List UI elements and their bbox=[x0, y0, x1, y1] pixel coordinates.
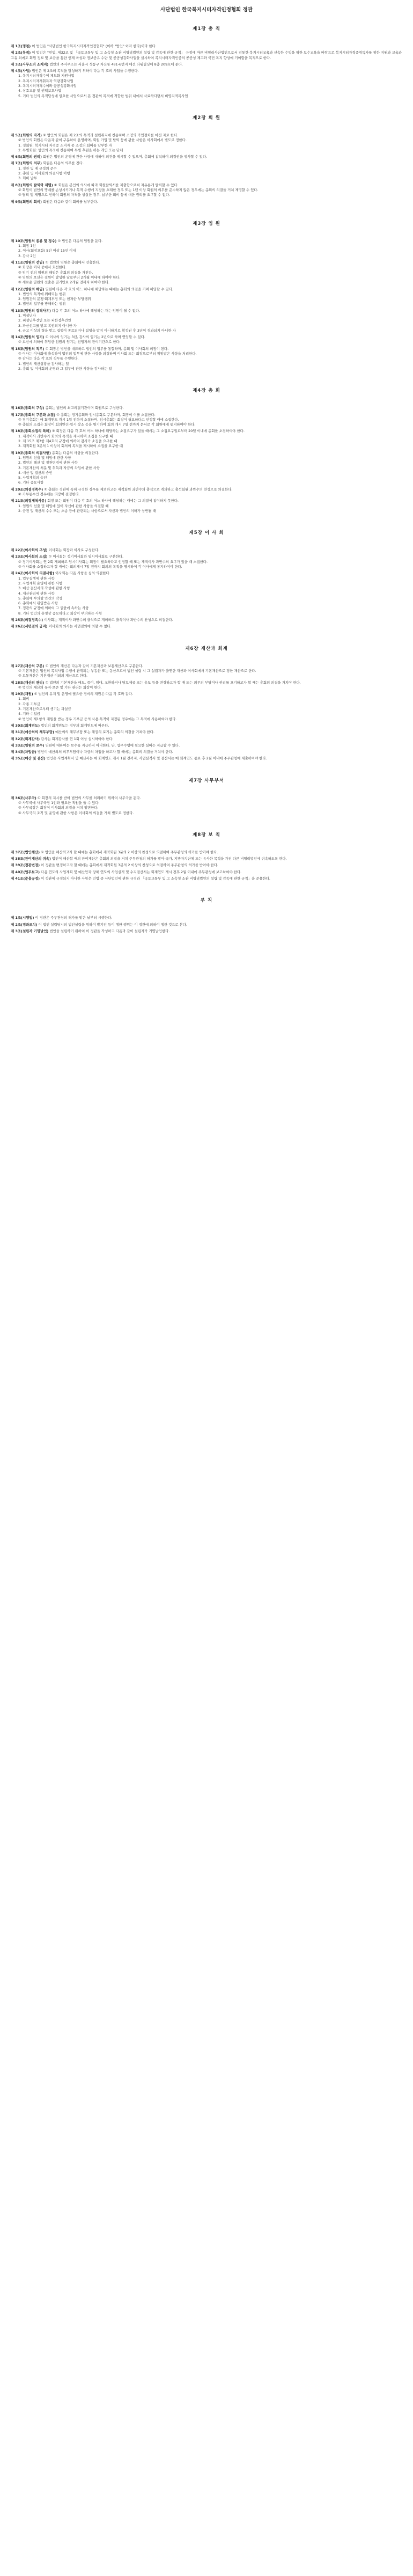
article-line: ② 법인이 제1항의 재원을 받는 경우 기부금 등의 사용 목적이 지정된 경우에는 그 목적에 사용하여야 한다. bbox=[18, 716, 177, 721]
article-heading: 제 33조(임원의 보수) bbox=[11, 743, 45, 748]
article-heading: 제 21조(의결제척사유) bbox=[11, 499, 47, 503]
article-first-line bbox=[11, 406, 402, 411]
article-line: ⑤ 새로운 임원의 선출은 임기만료 2개월 전까지 하여야 한다. bbox=[18, 280, 110, 285]
article-line: 1. 복지시터자격수여 체도화 지원사업 bbox=[18, 74, 75, 78]
article-heading: 제 36조(사무국) bbox=[11, 795, 36, 800]
article-line: 4. 기타 수입금 bbox=[18, 712, 41, 716]
article-text: 법인은 제 2조의 목적을 달성하기 위하여 다음 각 호의 사업을 수행한다. bbox=[32, 69, 139, 74]
article-heading: 제 34조(차입금) bbox=[11, 750, 36, 755]
article bbox=[11, 554, 402, 569]
article-text: 이사회는 재적이사 과반수의 출석으로 개의하고 출석이사 과반수의 찬성으로 의결한다. bbox=[44, 618, 173, 623]
article-line: ② 기본재산은 법인의 목적사업 수행에 관계되는 부동산 또는 동산으로서 법인 설립 시 그 설립자가 출연한 재산과 이사회에서 기본재산으로 정한 재산으로 한다. bbox=[18, 668, 256, 673]
article bbox=[11, 487, 402, 497]
article bbox=[11, 200, 402, 204]
article-heading: 제 25조(의결정족수) bbox=[11, 618, 43, 623]
article-heading: 제 37조(법인해산) bbox=[11, 850, 40, 854]
article-heading: 제 5조(회원의 자격) bbox=[11, 133, 42, 137]
article-first-line bbox=[11, 796, 402, 801]
article-text: 총회는 다음의 사항을 의결한다. bbox=[51, 450, 100, 455]
article-text: 법인의 주사무소는 서울시 성동구 자산동 481-6번지 에선 타워빌딩에 8층 209호에 둔다. bbox=[49, 62, 183, 67]
article-line: 5. 기타 법인의 목적달성에 필요한 사업으로서 본 정관의 목적에 적합한 범위 내에서 사료하다면서 비영리적목사업 bbox=[18, 93, 188, 98]
article-heading: 제 14조(임원의 임기) bbox=[11, 335, 45, 340]
article-heading: 제 12조(임원의 해임) bbox=[11, 287, 45, 291]
article-heading: 제 26조(서면결의 금지) bbox=[11, 624, 48, 629]
article-line: 5. 사업계획의 승인 bbox=[18, 475, 47, 480]
article-first-line bbox=[11, 183, 402, 188]
article-heading: 제 16조(총회의 구성) bbox=[11, 406, 45, 411]
article-text: ① 법인의 기본재산을 매도, 증여, 임대, 교환하거나 담보제공 또는 용도 등을 변경하고자 할 때 또는 의무의 부담이나 권리를 포기하고자 할 때는 총회의 의결을 거쳐야 한다. bbox=[45, 680, 301, 685]
article-first-line bbox=[11, 50, 402, 61]
article-text: 임원이 다음 각 호의 어느 하나에 해당하는 때에는 총회의 의결을 거쳐 해임할 수 있다. bbox=[45, 287, 173, 291]
chapter-title: 제4장 총 회 bbox=[193, 388, 220, 394]
article bbox=[11, 624, 402, 629]
article-line: 1. 임원의 선출 및 해임에 있어 자신에 관한 사항을 의결할 때 bbox=[18, 503, 109, 508]
article bbox=[11, 347, 402, 371]
article bbox=[11, 664, 402, 679]
article-text: 총회는 법인의 최고의결기관이며 회원으로 구성한다. bbox=[45, 406, 124, 411]
article-first-line bbox=[11, 260, 402, 265]
article-line: ② 회원이 법인의 명예를 손상시키거나 목적 수행에 지장을 초래한 경우 또는 1년 이상 회원의 의무를 준수하지 않은 경우에는 총회의 의결을 거쳐 제명할 수 있다. bbox=[18, 187, 259, 192]
article bbox=[11, 618, 402, 623]
article-heading: 제 30조(회계연도) bbox=[11, 723, 40, 728]
article-text: 이사회는 회장과 이사로 구성한다. bbox=[48, 548, 100, 553]
article-line: ② 보선에 의하여 취임한 임원의 임기는 전임자의 잔여기간으로 한다. bbox=[18, 340, 121, 345]
article-line: 3. 복지시터자격수여와 공공성강화사업 bbox=[18, 84, 77, 89]
article-line: 2. 특별회원: 법인의 목적에 찬동하여 특별 후원을 하는 개인 또는 단체 bbox=[18, 148, 123, 152]
article-heading: 제 18조(총회소집의 특례) bbox=[11, 429, 51, 434]
bylaws-document bbox=[0, 0, 413, 934]
article-heading: 제 2조(경과조치) bbox=[11, 922, 38, 927]
article-first-line bbox=[11, 863, 402, 868]
article-text: 다음 연도의 사업계획 및 예산안과 당해 연도의 사업실적 및 수지결산서는 회계연도 개시 전후 2월 이내에 주무관청에 보고하여야 한다. bbox=[41, 869, 242, 874]
article-first-line bbox=[11, 664, 402, 669]
article-line: 2. 총회 및 이사회의 의결사항 이행 bbox=[18, 171, 70, 176]
article-heading: 제 23조(이사회의 소집) bbox=[11, 554, 48, 559]
article-first-line bbox=[11, 730, 402, 735]
article-text: 회장 또는 회원이 다음 각 호의 어느 하나에 해당하는 때에는 그 의결에 참여하지 못한다. bbox=[47, 499, 179, 503]
article-line: 1. 회장 1인 bbox=[18, 244, 36, 248]
article-line: ③ 탈퇴 및 제명으로 인하여 회원의 자격을 상실한 경우, 납부한 회비 등에 대한 권리를 요구할 수 없다. bbox=[18, 193, 171, 197]
article-text: 이 정관에 규정되지 아니한 사항은 민법 중 사단법인에 관한 규정과 「국토교통부 및 그 소속청 소관 비영리법인의 설립 및 감독에 관한 규칙」을 준용한다. bbox=[41, 876, 270, 881]
article-heading: 제 3조(설립자 기명날인) bbox=[11, 928, 49, 933]
article bbox=[11, 756, 402, 761]
article-text: 법인을 설립하기 위하여 이 정관을 작성하고 다음과 같이 설립자가 기명날인한다. bbox=[49, 928, 170, 933]
article-text: ① 법인은 다음의 임원을 둔다. bbox=[57, 238, 103, 243]
article-text: ① 이사회는 정기이사회와 임시이사회로 구분한다. bbox=[48, 554, 123, 559]
article-line: 1. 임원의 선출 및 해임에 관한 사항 bbox=[18, 455, 71, 460]
article-first-line bbox=[11, 723, 402, 728]
article bbox=[11, 335, 402, 345]
article-line: ② 회장은 이사 중에서 호선한다. bbox=[18, 265, 67, 270]
article-heading: 제 31조(예산외의 채무부담) bbox=[11, 730, 54, 735]
article-line: 1. 정회원: 복지시터 자격증 소지자 중 소정의 회비를 납부한 자 bbox=[18, 143, 112, 148]
chapter-title: 제1장 총 칙 bbox=[193, 26, 220, 32]
article-first-line bbox=[11, 413, 402, 418]
article-first-line bbox=[11, 737, 402, 742]
article-line: ② 사무국에 사무국장 1인과 필요한 직원을 둘 수 있다. bbox=[18, 800, 100, 805]
article-first-line bbox=[11, 44, 402, 49]
article bbox=[11, 69, 402, 99]
article-first-line bbox=[11, 756, 402, 761]
article-heading: 제 15조(임원의 직무) bbox=[11, 346, 45, 351]
article-text: ① 회원은 본인의 의사에 따라 회원탈퇴서를 제출함으로써 자유롭게 탈퇴할 수 있다. bbox=[54, 182, 179, 187]
article bbox=[11, 680, 402, 691]
chapters-container bbox=[11, 26, 402, 934]
article-line: 2. 사업계획 운영에 관한 사항 bbox=[18, 581, 63, 586]
article-heading: 제 27조(재산의 구분) bbox=[11, 663, 45, 668]
chapter-title: 제3장 임 원 bbox=[193, 221, 220, 226]
article-first-line bbox=[11, 692, 402, 697]
article-heading: 제 2조(목적) bbox=[11, 50, 31, 55]
article-line: 6. 총회에서 위임받은 사항 bbox=[18, 601, 58, 606]
article-first-line bbox=[11, 870, 402, 875]
article-heading: 제 40조(업무보고) bbox=[11, 869, 40, 874]
article-text: 이 법인은 "사단법인 한국복지시터자격인정협회" (이하 "법인" 이라 한다)이라 한다. bbox=[32, 44, 157, 48]
article-first-line bbox=[11, 916, 402, 920]
article-line: ③ 이사회를 소집하고자 할 때에는 회의개시 7일 전까지 회의의 목적을 명시하여 각 이사에게 통지하여야 한다. bbox=[18, 565, 182, 569]
article bbox=[11, 44, 402, 49]
chapter-4 bbox=[11, 387, 402, 514]
article-first-line bbox=[11, 487, 402, 492]
article-line: 2. 법인의 해산 및 정관변경에 관한 사항 bbox=[18, 460, 78, 465]
article-line: 4. 예산 및 결산의 승인 bbox=[18, 470, 53, 475]
article-first-line bbox=[11, 287, 402, 292]
article-first-line bbox=[11, 743, 402, 748]
article-first-line bbox=[11, 929, 402, 934]
article-line: 2. 임원간의 분쟁·회계부정 또는 현저한 부당행위 bbox=[18, 297, 91, 302]
article-text: ① 회장은 법인을 대표하고 법인의 업무를 통할하며, 총회 및 이사회의 의장이 된다. bbox=[45, 346, 169, 351]
article-first-line bbox=[11, 133, 402, 138]
chapter-title: 제5장 이 사 회 bbox=[189, 530, 224, 536]
article-first-line bbox=[11, 429, 402, 434]
chapter-title: 제2장 회 원 bbox=[193, 115, 220, 121]
article-line: 3. 예산·결산서의 작성에 관한 사항 bbox=[18, 586, 70, 591]
article-line: 8. 기타 법인의 운영상 중요하다고 회장이 부의하는 사항 bbox=[18, 611, 102, 616]
chapter-title: 부 칙 bbox=[200, 898, 213, 904]
article-first-line bbox=[11, 548, 402, 553]
article-text: 이 법인은 "민법, 제32조 및 「국토교통부 및 그 소속청 소관 비영리법인의 설립 및 감독에 관한 규칙」 규정에 따른 비영리사단법인으로서 전통한 복지시터교육과 신속한 수익을 위한 보수교육을 바탕으로 복지시터자격증취득자를 위한 지원과 교육과 고유 외에도 회원 정보 및 보급을 통한 인재 육성과 정보공유 수단 및 공공성강화사업을 실시하여 복지시터자격인증의 공공성 제고와 국민 복지 향상에 기여함을 목적으로 한다. bbox=[11, 50, 402, 60]
article bbox=[11, 857, 402, 861]
article bbox=[11, 929, 402, 934]
article-first-line bbox=[11, 876, 402, 881]
article-heading: 제 3조(사무소의 소재지) bbox=[11, 62, 49, 67]
article-text: 예산외의 채무부담 또는 채권의 포기는 총회의 의결을 거쳐야 한다. bbox=[55, 730, 154, 735]
article-first-line bbox=[11, 200, 402, 204]
article-text: ① 회장은 다음 각 호의 어느 하나에 해당하는 소집요구가 있을 때에는 그 소집요구일로부터 20일 이내에 총회를 소집하여야 한다. bbox=[51, 429, 245, 434]
article bbox=[11, 133, 402, 153]
article-heading: 제 1조(명칭) bbox=[11, 44, 31, 48]
article-first-line bbox=[11, 155, 402, 159]
article-line: ③ 보통재산은 기본재산 이외의 재산으로 한다. bbox=[18, 674, 88, 678]
article-text: 임원에 대하여는 보수를 지급하지 아니한다. 단, 업무수행에 필요한 실비는 지급할 수 있다. bbox=[45, 743, 180, 748]
article-first-line bbox=[11, 750, 402, 755]
article-line: ② 이사는 이사회에 출석하여 법인의 업무에 관한 사항을 의결하며 이사회 또는 회장으로부터 위임받은 사항을 처리한다. bbox=[18, 352, 197, 356]
article bbox=[11, 571, 402, 616]
article-heading: 제 38조(잔여재산의 귀속) bbox=[11, 857, 51, 861]
chapter-5 bbox=[11, 530, 402, 629]
article bbox=[11, 62, 402, 67]
article-line: 1. 정관 및 제 규정의 준수 bbox=[18, 166, 57, 171]
article-line: 1. 법인의 목적에 위배되는 행위 bbox=[18, 291, 66, 296]
article-line: 4. 재산관리에 관한 사항 bbox=[18, 591, 55, 596]
article-line: 4. 상호교류 및 권익보호사업 bbox=[18, 89, 62, 93]
article bbox=[11, 287, 402, 307]
article-first-line bbox=[11, 347, 402, 352]
article-text: ① 이사의 임기는 3년, 감사의 임기는 2년으로 하며 연임할 수 있다. bbox=[45, 335, 145, 340]
article-line: ③ 사무국장은 회장이 이사회의 의결을 거쳐 임면한다. bbox=[18, 806, 99, 810]
article-line: 4. 금고 이상의 형을 받고 집행이 종료되거나 집행을 받지 아니하기로 확정된 후 3년이 경과되지 아니한 자 bbox=[18, 328, 176, 333]
chapter-7 bbox=[11, 778, 402, 816]
article-heading: 제 35조(예산 및 결산) bbox=[11, 756, 46, 761]
article-heading: 제 32조(회계감사) bbox=[11, 736, 40, 741]
article-line: 1. 재적이사 과반수가 회의의 목적을 제시하여 소집을 요구한 때 bbox=[18, 434, 113, 438]
article bbox=[11, 796, 402, 816]
article-first-line bbox=[11, 857, 402, 861]
article-heading: 제 24조(이사회의 의결사항) bbox=[11, 571, 54, 576]
chapter-title: 제8장 보 칙 bbox=[193, 832, 220, 838]
article bbox=[11, 406, 402, 411]
article-line: 3. 파산선고를 받고 복권되지 아니한 자 bbox=[18, 323, 77, 328]
article-heading: 제 13조(임원의 결격사유) bbox=[11, 308, 51, 313]
article-text: 이사회는 다음 사항을 심의·의결한다. bbox=[55, 571, 110, 576]
article-line: 3. 회비 납부 bbox=[18, 176, 37, 181]
article-first-line bbox=[11, 451, 402, 456]
chapter-2 bbox=[11, 115, 402, 204]
article-heading: 제 22조(이사회의 구성) bbox=[11, 548, 48, 553]
article-line: 5. 총회에 부의할 안건의 작성 bbox=[18, 596, 63, 601]
chapter-1 bbox=[11, 26, 402, 99]
article bbox=[11, 451, 402, 486]
article-first-line bbox=[11, 923, 402, 927]
chapter-6 bbox=[11, 646, 402, 762]
article-line: ② 정기이사회는 연 2회 개최하고 임시이사회는 회장이 필요하다고 인정할 때 또는 재적이사 과반수의 요구가 있을 때 소집한다. bbox=[18, 559, 208, 564]
article-first-line bbox=[11, 850, 402, 855]
article-text: ① 법인의 회원은 제 2조의 목적과 설립취지에 찬동하며 소정의 가입절차를 마친 자로 한다. bbox=[43, 133, 179, 137]
article bbox=[11, 923, 402, 927]
article-line: ③ 임기 전의 임원의 해임은 총회의 의결을 거친다. bbox=[18, 270, 93, 275]
article-heading: 제 10조(임원의 종류 및 정수) bbox=[11, 238, 57, 243]
article bbox=[11, 723, 402, 728]
article bbox=[11, 863, 402, 868]
article-heading: 제 11조(임원의 선임) bbox=[11, 260, 45, 265]
article bbox=[11, 870, 402, 875]
article bbox=[11, 876, 402, 881]
article-heading: 제 9조(회원의 회비) bbox=[11, 199, 42, 204]
article-line: ② 가부동수인 경우에는 의장이 결정한다. bbox=[18, 492, 80, 496]
article-line: ② 법인의 회원은 다음과 같이 구분하여 운영하며, 회원 가입 및 탈퇴 등에 관한 사항은 이사회에서 별도로 정한다. bbox=[18, 138, 187, 143]
article-text: 법인은 사업계획서 및 예산서는 매 회계연도 개시 1월 전까지, 사업실적서 및 결산서는 매 회계연도 종료 후 2월 이내에 주무관청에 제출하여야 한다. bbox=[46, 756, 267, 761]
article-text: ① 회장의 지시를 받아 법인의 사무를 처리하기 위하여 사무국을 둔다. bbox=[37, 795, 141, 800]
article-heading: 제 39조(정관변경) bbox=[11, 863, 40, 868]
article bbox=[11, 413, 402, 428]
article-line: ② 법인의 재산의 유지·보존 및 기타 관리는 회장이 한다. bbox=[18, 685, 102, 690]
article bbox=[11, 692, 402, 722]
article-line: 1. 미성년자 bbox=[18, 313, 36, 318]
article bbox=[11, 916, 402, 920]
article-text: ① 총회는 정기총회와 임시총회로 구분하며, 회장이 이를 소집한다. bbox=[56, 412, 156, 417]
article bbox=[11, 50, 402, 61]
article-line: 1. 회비 bbox=[18, 697, 30, 701]
chapter-title: 제7장 사무부서 bbox=[188, 778, 225, 784]
article-text: 이 정관을 변경하고자 할 때에는 총회에서 재적회원 3분의 2 이상의 찬성으로 의결하여 주무관청의 허가를 받아야 한다. bbox=[41, 863, 218, 868]
article-first-line bbox=[11, 624, 402, 629]
article-text: 이사회의 의사는 서면결의에 의할 수 없다. bbox=[48, 624, 112, 629]
article-heading: 제 41조(준용규정) bbox=[11, 876, 40, 881]
article-line: 3. 감사 2인 bbox=[18, 253, 36, 258]
article-text: 감사는 회계감사를 연 1회 이상 실시하여야 한다. bbox=[41, 736, 114, 741]
chapter-title: 제6장 재산과 회계 bbox=[185, 646, 228, 652]
article-heading: 제 17조(총회의 구분과 소집) bbox=[11, 412, 56, 417]
article-heading: 제 28조(재산의 관리) bbox=[11, 680, 45, 685]
article-heading: 제 29조(재원) bbox=[11, 692, 33, 697]
article bbox=[11, 239, 402, 259]
article-line: 6. 기타 중요사항 bbox=[18, 480, 44, 485]
article-text: 회원은 다음의 의무를 진다. bbox=[43, 161, 84, 166]
article-text: ① 총회는 정관에 특히 규정한 경우를 제외하고는 재적회원 과반수의 출석으로 개의하고 출석회원 과반수의 찬성으로 의결한다. bbox=[44, 487, 233, 492]
article-text: 회원은 다음과 같이 회비를 납부한다. bbox=[43, 199, 98, 204]
article bbox=[11, 155, 402, 159]
article bbox=[11, 743, 402, 748]
article-text: 이 법인 설립당시의 법인설립을 위하여 발기인 등이 행한 행위는 이 정관에 의하여 행한 것으로 본다. bbox=[38, 922, 188, 927]
article-line: 2. 복지시터자격취득자 역량강화사업 bbox=[18, 78, 73, 83]
article-text: ① 법인의 임원은 총회에서 선출한다. bbox=[45, 260, 100, 265]
article-line: 2. 제 15조 제3항 제4호의 규정에 의하여 감사가 소집을 요구한 때 bbox=[18, 439, 117, 444]
article-heading: 제 1조(시행일) bbox=[11, 916, 34, 920]
article-text: 다음 각 호의 어느 하나에 해당하는 자는 임원이 될 수 없다. bbox=[51, 308, 141, 313]
article-first-line bbox=[11, 680, 402, 685]
article-line: ③ 감사는 다음 각 호의 직무를 수행한다. bbox=[18, 356, 79, 361]
article-heading: 제 19조(총회의 의결사항) bbox=[11, 450, 51, 455]
article-first-line bbox=[11, 499, 402, 503]
article-heading: 제 6조(회원의 권리) bbox=[11, 155, 42, 159]
article-heading: 제 8조(회원의 탈퇴와 제명) bbox=[11, 182, 53, 187]
article bbox=[11, 499, 402, 514]
article-line: 1. 업무집행에 관한 사항 bbox=[18, 576, 55, 581]
article bbox=[11, 309, 402, 333]
article-text: 법인의 회계연도는 정부의 회계연도에 따른다. bbox=[41, 723, 109, 728]
article-first-line bbox=[11, 62, 402, 67]
chapter-8 bbox=[11, 832, 402, 881]
article bbox=[11, 737, 402, 742]
article-line: 2. 피성년후견인 또는 피한정후견인 bbox=[18, 318, 71, 323]
article-line: 2. 금전 및 재산의 수수 또는 소송 등에 관련되는 사항으로서 자신과 법인의 이해가 상반될 때 bbox=[18, 508, 156, 513]
article bbox=[11, 548, 402, 553]
article-text: 법인이 해산할 때의 잔여재산은 총회의 의결을 거쳐 주무관청의 허가를 받아 국가, 지방자치단체 또는 유사한 목적을 가진 다른 비영리법인에 귀속하도록 한다. bbox=[51, 857, 287, 861]
article-first-line bbox=[11, 239, 402, 244]
article-text: 이 정관은 주무관청의 허가를 받은 날부터 시행한다. bbox=[35, 916, 113, 920]
article-line: 2. 각종 기부금 bbox=[18, 701, 41, 706]
article bbox=[11, 429, 402, 449]
article bbox=[11, 183, 402, 198]
article bbox=[11, 750, 402, 755]
article bbox=[11, 161, 402, 181]
article-line: ③ 총회의 소집은 회장이 회의안건·일시·장소 등을 명기하여 회의 개시 7일 전까지 문서로 각 회원에게 통지하여야 한다. bbox=[18, 422, 196, 427]
chapter-3 bbox=[11, 221, 402, 371]
article-heading: 제 7조(회원의 의무) bbox=[11, 161, 42, 166]
article-line: ② 정기총회는 매 회계연도 개시 1월 전까지 소집하며, 임시총회는 회장이 필요하다고 인정할 때에 소집한다. bbox=[18, 417, 179, 422]
article-text: 법인이 예산외의 의무부담이나 자금의 차입을 하고자 할 때에는 총회의 의결을 거쳐야 한다. bbox=[37, 750, 173, 755]
article-line: ④ 임원의 보선은 결원이 발생한 날로부터 2개월 이내에 하여야 한다. bbox=[18, 275, 121, 280]
article bbox=[11, 260, 402, 285]
article-first-line bbox=[11, 571, 402, 576]
article-line: 3. 기본재산의 처분 및 취득과 자금의 차입에 관한 사항 bbox=[18, 465, 100, 470]
article-text: 회원은 법인의 운영에 관한 사항에 대하여 의견을 제시할 수 있으며, 총회에 참석하여 의결권을 행사할 수 있다. bbox=[43, 155, 208, 159]
article-text: ① 법인을 해산하고자 할 때에는 총회에서 재적회원 3분의 2 이상의 찬성으로 의결하여 주무관청의 허가를 받아야 한다. bbox=[41, 850, 218, 854]
article-first-line bbox=[11, 618, 402, 623]
article-line: 7. 정관의 규정에 의하여 그 권한에 속하는 사항 bbox=[18, 606, 89, 611]
article-line: 3. 재적회원 3분의 1 이상이 회의의 목적을 제시하여 소집을 요구한 때 bbox=[18, 444, 123, 449]
article-line: ④ 사무국의 조직 및 운영에 관한 사항은 이사회의 의결을 거쳐 별도로 정한다. bbox=[18, 810, 134, 815]
article-line: 1. 법인의 재산상황을 감사하는 일 bbox=[18, 361, 69, 366]
article-text: ① 법인의 재산은 다음과 같이 기본재산과 보통재산으로 구분한다. bbox=[45, 663, 143, 668]
article-first-line bbox=[11, 554, 402, 559]
article-first-line bbox=[11, 161, 402, 166]
article-text: ① 법인의 유지 및 운영에 필요한 경비의 재원은 다음 각 호와 같다. bbox=[34, 692, 134, 697]
document-title: 사단법인 한국복지시터자격인정협회 정관 bbox=[160, 7, 253, 13]
article-line: 3. 기본재산으로부터 생기는 과실금 bbox=[18, 707, 71, 712]
article bbox=[11, 730, 402, 735]
article-line: 2. 총회 및 이사회의 운영과 그 업무에 관한 사항을 감사하는 일 bbox=[18, 366, 112, 371]
article bbox=[11, 850, 402, 855]
article-heading: 제 20조(의결정족수) bbox=[11, 487, 43, 492]
article-first-line bbox=[11, 309, 402, 313]
article-line: 2. 이사(회장포함) 5인 이상 15인 이내 bbox=[18, 248, 76, 253]
article-line: 3. 법인의 업무를 방해하는 행위 bbox=[18, 302, 66, 306]
chapter-9 bbox=[11, 897, 402, 934]
article-heading: 제 4조(사업) bbox=[11, 69, 31, 74]
